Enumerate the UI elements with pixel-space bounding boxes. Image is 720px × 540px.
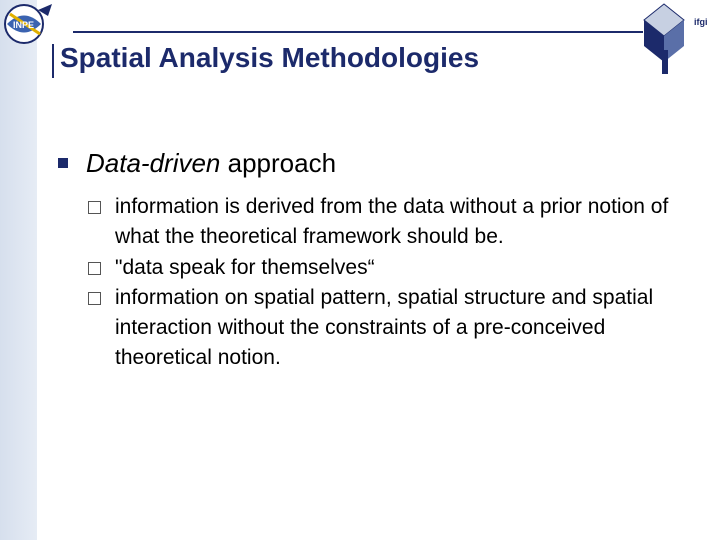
- title-accent-bar: [52, 44, 54, 78]
- sub-bullet-text: information is derived from the data without a prior notion of what the theoretical framework should be.: [115, 195, 669, 248]
- ifgi-label: ifgi: [694, 17, 708, 27]
- header-rule: [73, 31, 643, 33]
- slide-title: Spatial Analysis Methodologies: [60, 42, 480, 73]
- sub-bullet: [88, 192, 688, 252]
- main-bullet: [86, 148, 336, 179]
- main-bullet-emphasis: Data-driven: [86, 148, 221, 178]
- svg-text:INPE: INPE: [13, 20, 35, 30]
- ifgi-corner-logo: [640, 2, 688, 76]
- checkbox-bullet-icon: [88, 262, 101, 275]
- checkbox-bullet-icon: [88, 201, 101, 214]
- sub-bullet-text: information on spatial pattern, spatial structure and spatial interaction without the constraints of a pre-conceived theoretical notion.: [115, 286, 654, 369]
- square-bullet-icon: [58, 158, 68, 168]
- inpe-logo: [2, 2, 58, 46]
- left-sidebar-band: [0, 0, 37, 540]
- sub-bullet: [88, 253, 688, 283]
- checkbox-bullet-icon: [88, 292, 101, 305]
- sub-bullet-text: "data speak for themselves“: [115, 256, 375, 279]
- main-bullet-text: approach: [220, 148, 337, 178]
- sub-bullet: [88, 283, 688, 373]
